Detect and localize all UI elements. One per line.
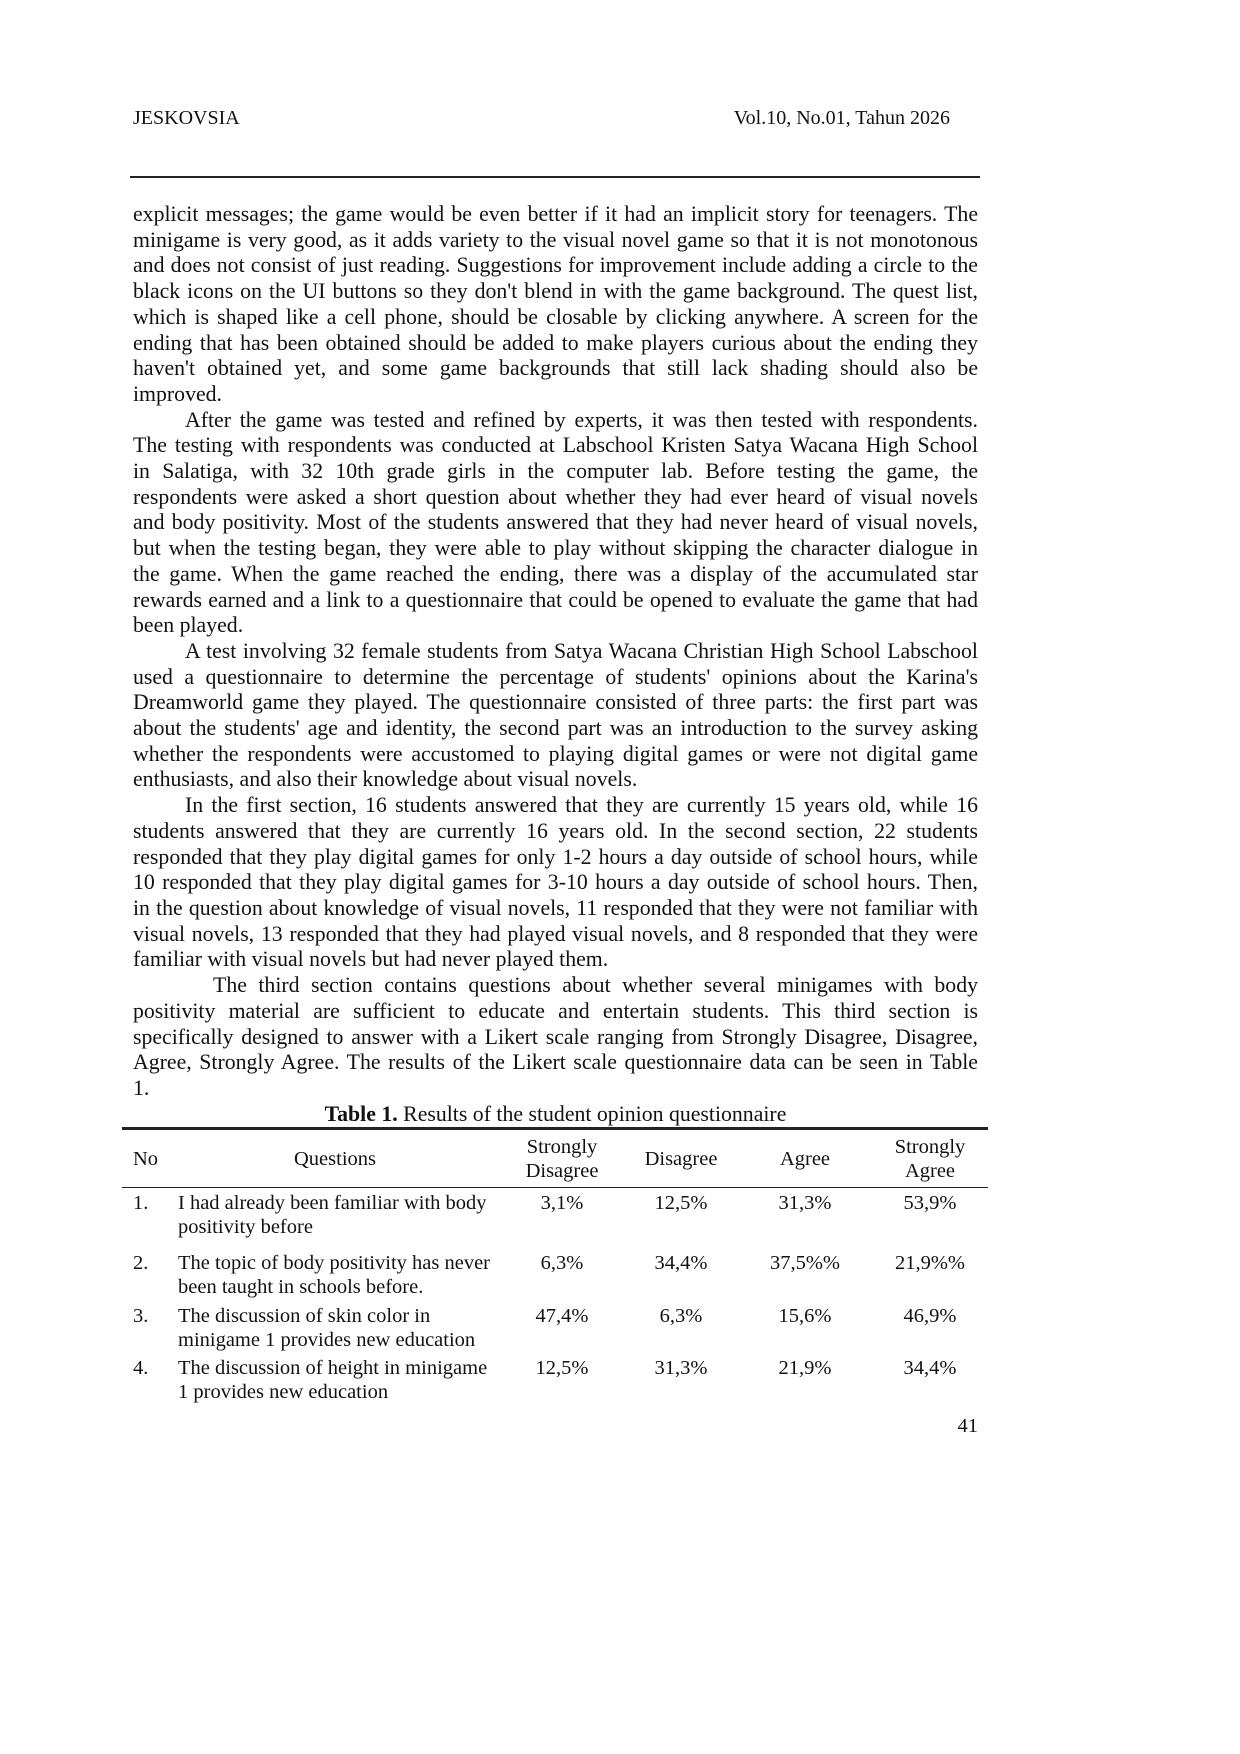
question-cell [170, 1191, 500, 1239]
text-line: the game. When the game reached the ending, there was a display of the accumulated star [133, 561, 978, 586]
question-line: The discussion of height in minigame [178, 1357, 488, 1380]
text-line: positivity material are sufficient to educate and entertain students. This third section is [133, 998, 978, 1023]
value-disagree: 6,3% [659, 1304, 703, 1327]
text-line: in the question about knowledge of visual novels, 11 responded that they were not familiar with [133, 895, 978, 920]
table-header-row [122, 1127, 988, 1188]
paragraph [133, 973, 978, 1102]
question-cell [170, 1356, 500, 1404]
table-header-strongly-agree: Strongly Agree [894, 1136, 966, 1183]
value-strongly-disagree: 47,4% [535, 1304, 589, 1327]
row-number: 4. [133, 1357, 149, 1380]
text-line: responded that they play digital games for only 1-2 hours a day outside of school hours, while [133, 844, 978, 869]
table-body [122, 1188, 988, 1406]
value-disagree: 34,4% [654, 1252, 708, 1275]
table-header-disagree: Disagree [644, 1148, 718, 1171]
value-agree: 31,3% [778, 1192, 832, 1215]
text-line: used a questionnaire to determine the percentage of students' opinions about the Karina's [133, 664, 978, 689]
table-header-strongly-disagree: Strongly Disagree [525, 1136, 599, 1183]
paragraph [133, 202, 978, 408]
row-number: 2. [133, 1252, 149, 1275]
text-line: After the game was tested and refined by experts, it was then tested with respondents. [185, 407, 978, 432]
text-line: ending that has been obtained should be added to make players curious about the ending they [133, 330, 978, 355]
text-line: 10 responded that they play digital games for 3-10 hours a day outside of school hours. Then, [133, 870, 978, 895]
header-rule [130, 176, 980, 178]
text-line: been played. [133, 613, 244, 638]
text-line: improved. [133, 381, 222, 406]
text-line: but when the testing began, they were able to play without skipping the character dialogue in [133, 536, 978, 561]
running-header [133, 106, 950, 130]
journal-name: JESKOVSIA [133, 107, 240, 129]
text-line: and body positivity. Most of the students answered that they had never heard of visual novels, [133, 510, 978, 535]
text-line: Dreamworld game they played. The questionnaire consisted of three parts: the first part was [133, 690, 978, 715]
table-header-questions: Questions [294, 1148, 376, 1171]
question-line: The topic of body positivity has never [178, 1252, 490, 1275]
text-line: The third section contains questions about whether several minigames with body [213, 973, 978, 998]
text-line: minigame is very good, as it adds variety to the visual novel game so that it is not monotonous [133, 227, 978, 252]
text-line: black icons on the UI buttons so they don't blend in with the game background. The quest list, [133, 279, 978, 304]
row-number: 1. [133, 1192, 149, 1215]
question-line: minigame 1 provides new education [178, 1328, 476, 1351]
body-text [133, 202, 978, 1102]
text-line: rewards earned and a link to a questionnaire that could be opened to evaluate the game that had [133, 587, 978, 612]
table-row [122, 1248, 988, 1301]
value-agree: 15,6% [778, 1304, 832, 1327]
table-header-no: No [133, 1148, 159, 1171]
text-line: The testing with respondents was conducted at Labschool Kristen Satya Wacana High School [133, 433, 978, 458]
text-line: visual novels, 13 responded that they had played visual novels, and 8 responded that they were [133, 921, 978, 946]
question-line: 1 provides new education [178, 1381, 389, 1404]
table-header-agree: Agree [779, 1148, 831, 1171]
question-line: I had already been familiar with body [178, 1192, 487, 1215]
value-disagree: 12,5% [654, 1192, 708, 1215]
question-cell [170, 1251, 500, 1299]
value-agree: 21,9% [778, 1357, 832, 1380]
table-row [122, 1301, 988, 1354]
text-line: enthusiasts, and also their knowledge about visual novels. [133, 767, 638, 792]
text-line: Agree, Strongly Agree. The results of the Likert scale questionnaire data can be seen in Table [133, 1050, 978, 1075]
value-strongly-agree: 46,9% [903, 1304, 957, 1327]
row-number: 3. [133, 1304, 149, 1327]
text-line: respondents were asked a short question about whether they had ever heard of visual novels [133, 484, 978, 509]
text-line: specifically designed to answer with a Likert scale ranging from Strongly Disagree, Disagree, [133, 1024, 978, 1049]
value-strongly-disagree: 6,3% [540, 1252, 584, 1275]
issue-info: Vol.10, No.01, Tahun 2026 [733, 107, 950, 129]
paragraph [133, 408, 978, 639]
value-strongly-disagree: 12,5% [535, 1357, 589, 1380]
text-line: 1. [133, 1075, 150, 1100]
value-disagree: 31,3% [654, 1357, 708, 1380]
value-strongly-agree: 53,9% [903, 1192, 957, 1215]
paragraph [133, 793, 978, 973]
text-line: in Salatiga, with 32 10th grade girls in the computer lab. Before testing the game, the [133, 459, 978, 484]
table-caption-label: Table 1. [324, 1101, 398, 1126]
table-caption-text: Results of the student opinion questionnaire [403, 1101, 787, 1126]
question-cell [170, 1304, 500, 1352]
text-line: students answered that they are currently 16 years old. In the second section, 22 students [133, 818, 978, 843]
table-row [122, 1353, 988, 1406]
text-line: whether the respondents were accustomed to playing digital games or were not digital game [133, 741, 978, 766]
text-line: about the students' age and identity, the second part was an introduction to the survey asking [133, 716, 978, 741]
question-line: been taught in schools before. [178, 1276, 424, 1299]
table-row [122, 1188, 988, 1248]
text-line: familiar with visual novels but had never played them. [133, 947, 609, 972]
value-strongly-agree: 34,4% [903, 1357, 957, 1380]
value-strongly-disagree: 3,1% [540, 1192, 584, 1215]
text-line: which is shaped like a cell phone, should be closable by clicking anywhere. A screen for the [133, 304, 978, 329]
text-line: In the first section, 16 students answered that they are currently 15 years old, while 16 [185, 793, 978, 818]
main-content [133, 202, 978, 1406]
question-line: positivity before [178, 1216, 313, 1239]
paragraph [133, 639, 978, 793]
value-strongly-agree: 21,9%% [894, 1252, 966, 1275]
table-caption [133, 1102, 978, 1128]
value-agree: 37,5%% [769, 1252, 841, 1275]
text-line: and does not consist of just reading. Suggestions for improvement include adding a circle to the [133, 253, 978, 278]
question-line: The discussion of skin color in [178, 1304, 431, 1327]
page-number: 41 [957, 1415, 978, 1437]
text-line: haven't obtained yet, and some game backgrounds that still lack shading should also be [133, 356, 978, 381]
results-table [122, 1127, 988, 1406]
text-line: A test involving 32 female students from Satya Wacana Christian High School Labschool [185, 638, 978, 663]
text-line: explicit messages; the game would be even better if it had an implicit story for teenagers. The [133, 202, 978, 226]
